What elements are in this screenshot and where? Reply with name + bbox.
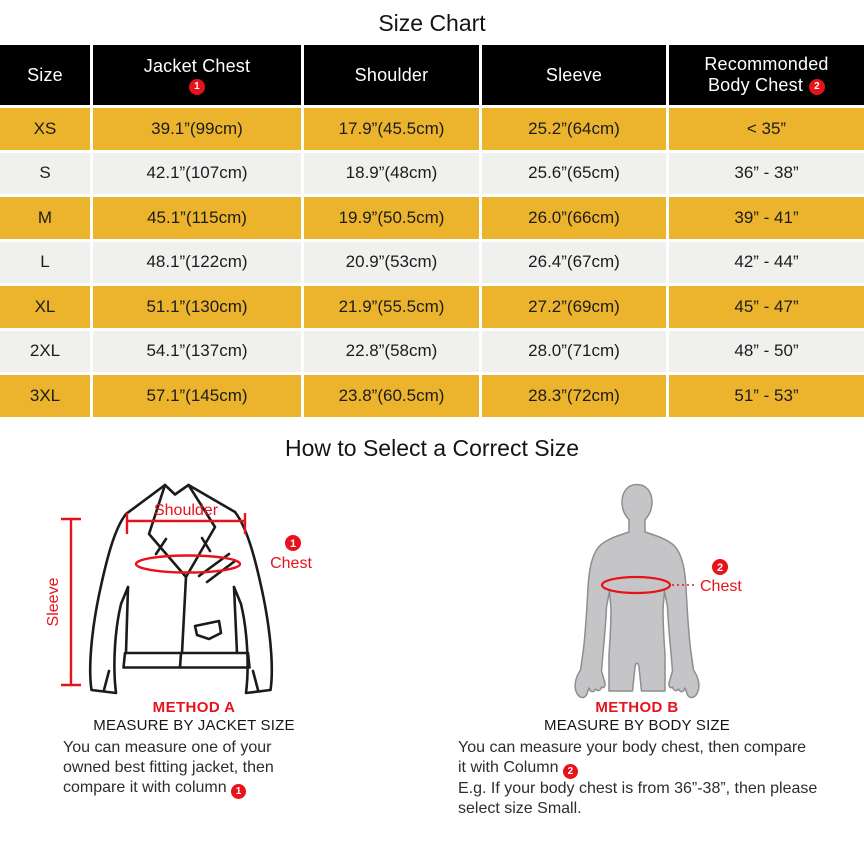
body-chest-label: Chest xyxy=(700,577,742,595)
body-diagram xyxy=(540,479,800,717)
method-b-description: You can measure your body chest, then compare it with Column 2 E.g. If your body chest is from 36”-38”, then please select size Small. xyxy=(458,738,818,817)
jacket-diagram xyxy=(38,477,340,707)
method-a-description: You can measure one of your owned best fitting jacket, then compare it with column 1 xyxy=(63,738,373,800)
table-cell: 21.9”(55.5cm) xyxy=(304,286,479,328)
table-cell: 28.3”(72cm) xyxy=(482,375,666,417)
jacket-chest-label: Chest xyxy=(270,554,312,572)
page-title: Size Chart xyxy=(378,10,486,36)
inline-badge-1: 1 xyxy=(231,784,246,799)
method-b-heading: METHOD B xyxy=(595,698,679,716)
method-b-subheading: MEASURE BY BODY SIZE xyxy=(544,716,730,734)
table-cell: 51” - 53” xyxy=(669,375,864,417)
header-size: Size xyxy=(0,45,90,105)
table-cell: 18.9”(48cm) xyxy=(304,153,479,195)
jacket-chest-measure-ellipse xyxy=(136,555,240,572)
table-cell: 20.9”(53cm) xyxy=(304,242,479,284)
table-cell: 27.2”(69cm) xyxy=(482,286,666,328)
svg-text:1: 1 xyxy=(289,537,297,550)
method-b-block xyxy=(430,699,844,734)
table-cell: 25.6”(65cm) xyxy=(482,153,666,195)
shoulder-label: Shoulder xyxy=(153,501,219,519)
table-cell: 22.8”(58cm) xyxy=(304,331,479,373)
column-2-badge: 2 xyxy=(809,79,825,95)
header-jacket-chest: Jacket Chest 1 xyxy=(93,45,301,105)
table-cell: 51.1”(130cm) xyxy=(93,286,301,328)
body-silhouette xyxy=(575,484,699,697)
method-a-block xyxy=(14,699,374,734)
column-1-badge: 1 xyxy=(189,79,205,95)
table-cell: 57.1”(145cm) xyxy=(93,375,301,417)
table-cell: 42” - 44” xyxy=(669,242,864,284)
table-cell: 36” - 38” xyxy=(669,153,864,195)
header-shoulder: Shoulder xyxy=(304,45,479,105)
header-sleeve: Sleeve xyxy=(482,45,666,105)
table-cell: 17.9”(45.5cm) xyxy=(304,108,479,150)
header-recommended-body-chest: Recommonded Body Chest 2 xyxy=(669,45,864,105)
table-cell: 26.0”(66cm) xyxy=(482,197,666,239)
table-cell: 19.9”(50.5cm) xyxy=(304,197,479,239)
table-cell: M xyxy=(0,197,90,239)
table-cell: 28.0”(71cm) xyxy=(482,331,666,373)
table-cell: L xyxy=(0,242,90,284)
table-cell: 39” - 41” xyxy=(669,197,864,239)
table-cell: 48.1”(122cm) xyxy=(93,242,301,284)
table-cell: 45” - 47” xyxy=(669,286,864,328)
section-title: How to Select a Correct Size xyxy=(284,434,579,461)
table-cell: 2XL xyxy=(0,331,90,373)
table-cell: 25.2”(64cm) xyxy=(482,108,666,150)
svg-text:2: 2 xyxy=(716,561,724,574)
table-cell: 45.1”(115cm) xyxy=(93,197,301,239)
inline-badge-2: 2 xyxy=(563,764,578,779)
table-cell: 48” - 50” xyxy=(669,331,864,373)
table-cell: 3XL xyxy=(0,375,90,417)
table-cell: S xyxy=(0,153,90,195)
table-cell: 26.4”(67cm) xyxy=(482,242,666,284)
size-table xyxy=(0,45,864,417)
how-to-measure-diagrams xyxy=(0,477,864,861)
method-a-subheading: MEASURE BY JACKET SIZE xyxy=(93,716,295,734)
table-cell: < 35” xyxy=(669,108,864,150)
table-cell: 42.1”(107cm) xyxy=(93,153,301,195)
method-a-heading: METHOD A xyxy=(152,698,236,716)
sleeve-label: Sleeve xyxy=(45,577,62,626)
table-cell: XL xyxy=(0,286,90,328)
table-cell: 23.8”(60.5cm) xyxy=(304,375,479,417)
table-cell: 39.1”(99cm) xyxy=(93,108,301,150)
table-cell: 54.1”(137cm) xyxy=(93,331,301,373)
table-cell: XS xyxy=(0,108,90,150)
